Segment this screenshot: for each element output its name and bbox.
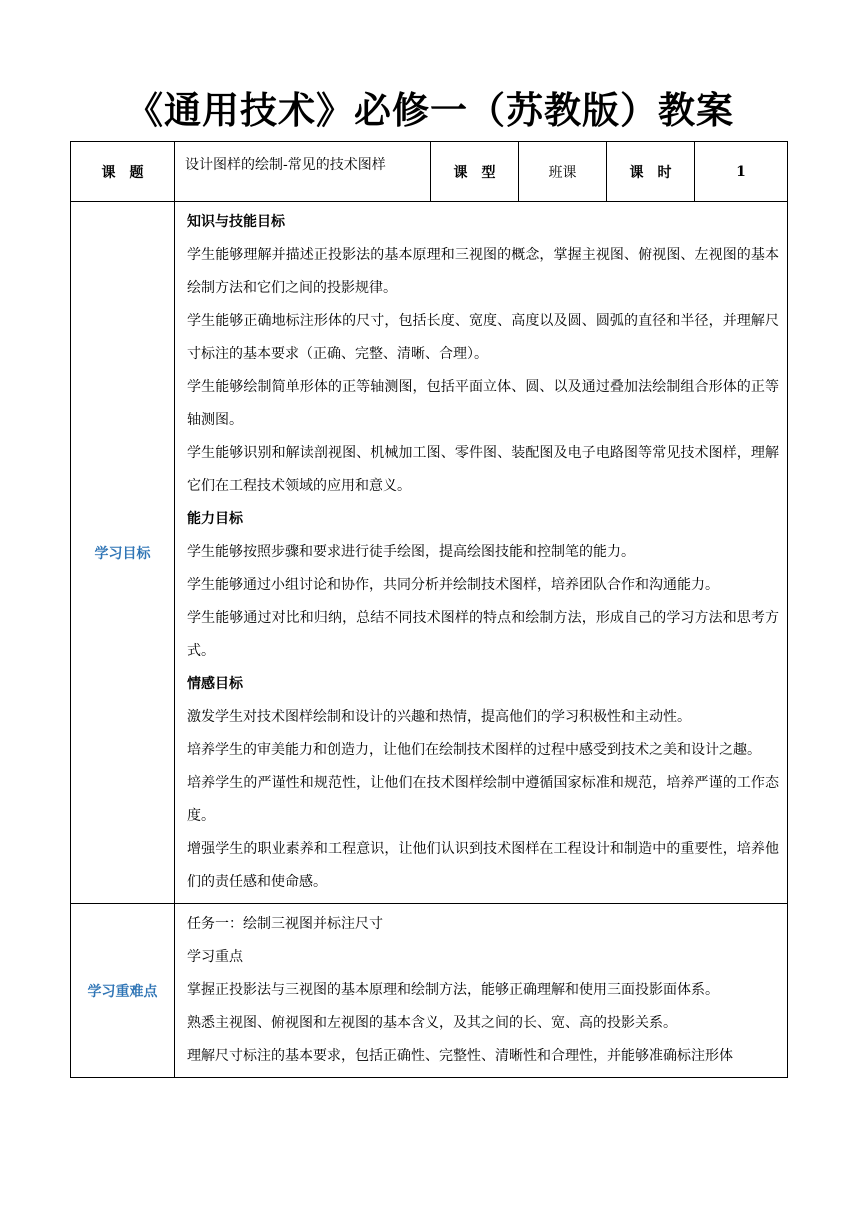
lesson-plan-table — [70, 141, 788, 1078]
key-points-row — [71, 904, 788, 1078]
objective-item: 学生能够通过对比和归纳，总结不同技术图样的特点和绘制方法，形成自己的学习方法和思考方式。 — [187, 610, 779, 659]
section-heading-knowledge: 知识与技能目标 — [187, 214, 285, 230]
objective-item: 学生能够按照步骤和要求进行徒手绘图，提高绘图技能和控制笔的能力。 — [187, 544, 635, 560]
objective-item: 培养学生的审美能力和创造力，让他们在绘制技术图样的过程中感受到技术之美和设计之趣。 — [187, 742, 761, 758]
objective-item: 学生能够理解并描述正投影法的基本原理和三视图的概念，掌握主视图、俯视图、左视图的基本绘制方法和它们之间的投影规律。 — [187, 247, 779, 296]
key-point-line: 掌握正投影法与三视图的基本原理和绘制方法，能够正确理解和使用三面投影面体系。 — [187, 982, 719, 998]
objective-item: 增强学生的职业素养和工程意识，让他们认识到技术图样在工程设计和制造中的重要性，培养他们的责任感和使命感。 — [187, 841, 779, 890]
topic-value: 设计图样的绘制-常见的技术图样 — [175, 142, 431, 202]
key-point-line: 学习重点 — [187, 949, 243, 965]
objectives-content — [175, 202, 788, 904]
document-title: 《通用技术》必修一（苏教版）教案 — [126, 89, 734, 132]
objective-item: 学生能够正确地标注形体的尺寸，包括长度、宽度、高度以及圆、圆弧的直径和半径，并理解尺寸标注的基本要求（正确、完整、清晰、合理）。 — [187, 313, 779, 362]
hours-value: 1 — [695, 142, 788, 202]
type-label: 课 型 — [431, 142, 519, 202]
hours-label: 课 时 — [607, 142, 695, 202]
objectives-label: 学习目标 — [71, 202, 175, 904]
objectives-row — [71, 202, 788, 904]
key-points-content — [175, 904, 788, 1078]
objective-item: 培养学生的严谨性和规范性，让他们在技术图样绘制中遵循国家标准和规范，培养严谨的工作态度。 — [187, 775, 779, 824]
key-point-line: 任务一：绘制三视图并标注尺寸 — [187, 916, 383, 932]
topic-label: 课 题 — [71, 142, 175, 202]
objective-item: 学生能够绘制简单形体的正等轴测图，包括平面立体、圆、以及通过叠加法绘制组合形体的正等轴测图。 — [187, 379, 779, 428]
header-row — [71, 142, 788, 202]
key-point-line: 熟悉主视图、俯视图和左视图的基本含义，及其之间的长、宽、高的投影关系。 — [187, 1015, 677, 1031]
key-point-line: 理解尺寸标注的基本要求，包括正确性、完整性、清晰性和合理性，并能够准确标注形体 — [187, 1048, 733, 1064]
section-heading-emotion: 情感目标 — [187, 676, 243, 692]
objective-item: 激发学生对技术图样绘制和设计的兴趣和热情，提高他们的学习积极性和主动性。 — [187, 709, 691, 725]
objective-item: 学生能够通过小组讨论和协作，共同分析并绘制技术图样，培养团队合作和沟通能力。 — [187, 577, 719, 593]
objective-item: 学生能够识别和解读剖视图、机械加工图、零件图、装配图及电子电路图等常见技术图样，理解它们在工程技术领域的应用和意义。 — [187, 445, 779, 494]
key-points-label: 学习重难点 — [71, 904, 175, 1078]
section-heading-ability: 能力目标 — [187, 511, 243, 527]
type-value: 班课 — [519, 142, 607, 202]
